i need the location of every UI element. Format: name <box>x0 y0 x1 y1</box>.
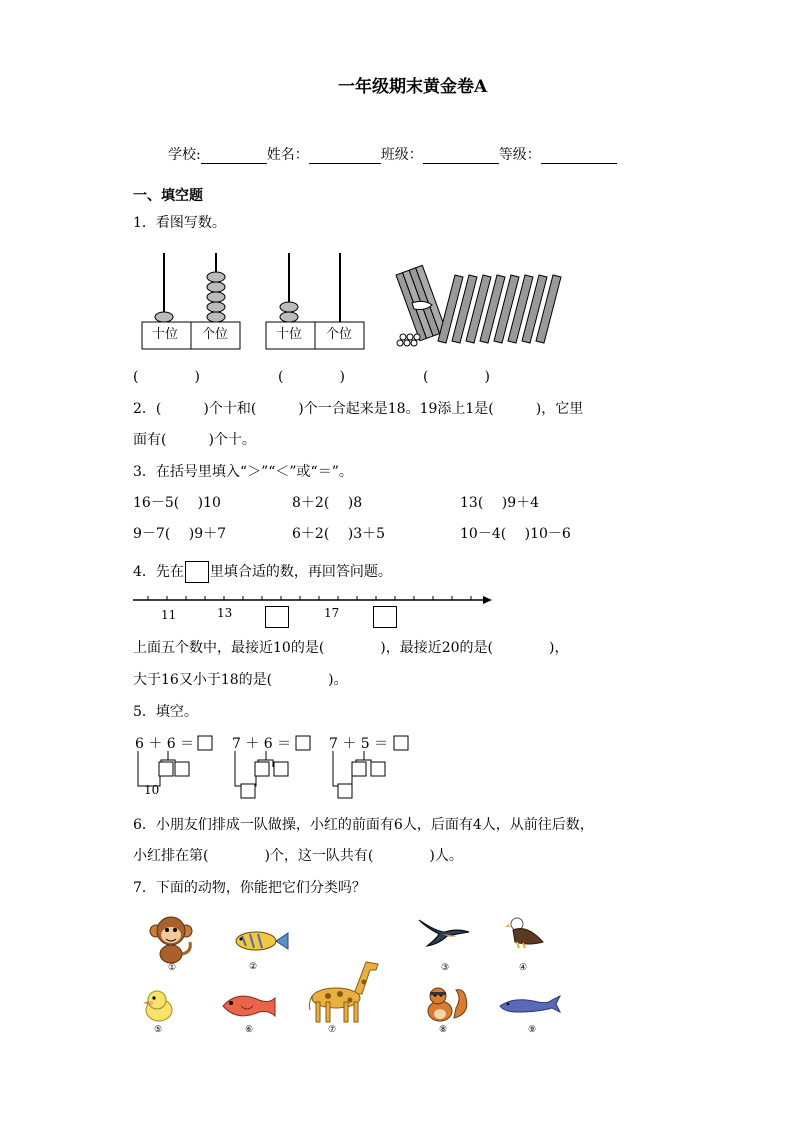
q5-given-value: 10 <box>144 783 160 797</box>
q5-equation-1: 6 ＋ 6 ＝ <box>135 736 195 752</box>
name-field[interactable] <box>309 149 381 164</box>
q4-text <box>133 561 392 583</box>
tick-label-11: 11 <box>161 608 177 622</box>
q4-answer-box-2[interactable] <box>373 606 397 628</box>
q4-inline-box <box>185 561 209 583</box>
eagle-icon <box>505 916 545 950</box>
animal-number: ① <box>168 963 177 973</box>
animal-number: ⑤ <box>154 1025 163 1035</box>
q3-text: 3．在括号里填入“＞”“＜”或“＝”。 <box>133 464 353 480</box>
class-field[interactable] <box>423 149 499 164</box>
q5-equation-3: 7 ＋ 5 ＝ <box>329 736 389 752</box>
q7-text: 7．下面的动物，你能把它们分类吗？ <box>133 880 366 896</box>
red-fish-icon <box>217 988 281 1024</box>
q4-text-before: 4．先在 <box>133 564 184 580</box>
abacus2-ones-label: 个位 <box>326 327 353 342</box>
q5-equation-2: 7 ＋ 6 ＝ <box>232 736 292 752</box>
animal-number: ③ <box>441 963 450 973</box>
grade-field[interactable] <box>541 149 617 164</box>
q3-item: 9－7( )9＋7 <box>133 526 227 542</box>
grade-label: 等级： <box>498 147 541 163</box>
name-label: 姓名： <box>266 147 309 163</box>
monkey-icon <box>146 914 196 964</box>
class-label: 班级： <box>380 147 423 163</box>
q6-line-1: 6．小朋友们排成一队做操，小红的前面有6人，后面有4人，从前往后数， <box>133 817 594 833</box>
q6-line-2: 小红排在第( )个，这一队共有( )人。 <box>133 848 463 864</box>
abacus2-tens-label: 十位 <box>276 327 303 342</box>
q2-line-2: 面有( )个十。 <box>133 432 256 448</box>
section-heading: 一、填空题 <box>133 188 203 204</box>
q1-text: 1．看图写数。 <box>133 215 226 231</box>
abacus1-ones-label: 个位 <box>202 327 229 342</box>
q1-answer-2[interactable]: ( ) <box>278 369 345 385</box>
q4-question-line-2: 大于16又小于18的是( )。 <box>133 672 348 688</box>
q4-question-line-1: 上面五个数中，最接近10的是( )，最接近20的是( )， <box>133 640 569 656</box>
animal-number: ⑧ <box>439 1025 448 1035</box>
number-line <box>130 590 500 630</box>
giraffe-icon <box>306 958 392 1024</box>
page-title: 一年级期末黄金卷A <box>338 77 488 97</box>
chick-icon <box>141 988 177 1024</box>
squirrel-icon <box>420 984 472 1024</box>
abacus1-tens-label: 十位 <box>152 327 179 342</box>
info-header <box>168 146 617 164</box>
single-sticks-icon <box>438 275 561 343</box>
q1-answer-3[interactable]: ( ) <box>423 369 490 385</box>
stick-bundle-icon <box>396 265 446 346</box>
q3-item: 16－5( )10 <box>133 495 221 511</box>
tick-label-13: 13 <box>217 606 233 620</box>
school-label: 学校: <box>168 147 201 163</box>
animal-number: ⑨ <box>528 1025 537 1035</box>
q2-line-1: 2．( )个十和( )个一合起来是18。19添上1是( )，它里 <box>133 401 584 417</box>
animal-number: ④ <box>519 963 528 973</box>
animal-number: ⑦ <box>328 1025 337 1035</box>
q4-text-after: 里填合适的数，再回答问题。 <box>209 564 392 580</box>
school-field[interactable] <box>201 149 267 164</box>
q5-split-diagrams <box>130 734 420 804</box>
fish-icon <box>232 928 290 954</box>
q1-answer-1[interactable]: ( ) <box>133 369 200 385</box>
animal-number: ② <box>249 962 258 972</box>
swallow-icon <box>417 918 471 948</box>
whale-icon <box>498 994 562 1016</box>
q1-figures <box>130 245 580 355</box>
q3-item: 10－4( )10－6 <box>460 526 571 542</box>
q4-answer-box-1[interactable] <box>265 606 289 628</box>
tick-label-17: 17 <box>324 606 340 620</box>
animal-number: ⑥ <box>245 1025 254 1035</box>
q3-item: 8＋2( )8 <box>292 495 363 511</box>
q5-text: 5．填空。 <box>133 704 198 720</box>
q3-item: 6＋2( )3＋5 <box>292 526 386 542</box>
q3-item: 13( )9＋4 <box>460 495 540 511</box>
